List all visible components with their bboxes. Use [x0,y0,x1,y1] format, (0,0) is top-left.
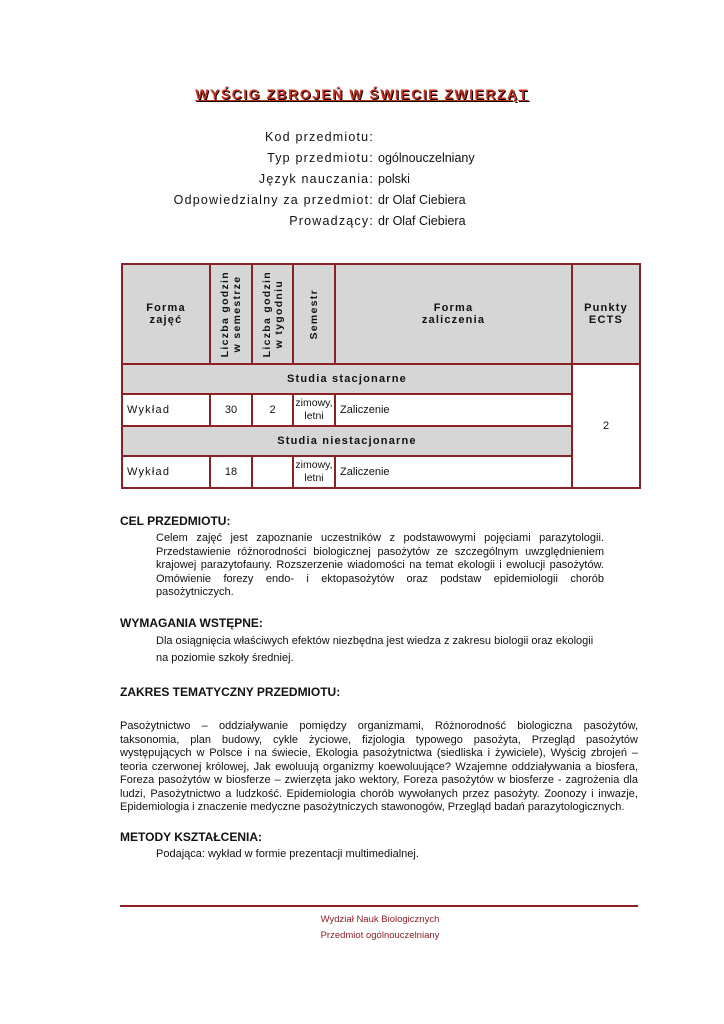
ects-value: 2 [572,364,640,488]
zakres-heading: ZAKRES TEMATYCZNY PRZEDMIOTU: [120,685,341,699]
header-semester [293,264,335,364]
header-hours-semester [210,264,252,364]
header-zaliczenie-line1: Forma [433,302,474,314]
meta-row-responsible [120,190,600,211]
table-header-row [122,264,640,364]
meta-value: dr Olaf Ciebiera [378,214,466,228]
header-hours-week-text [261,271,285,357]
meta-row-language [120,169,600,190]
wymagania-line1: Dla osiągnięcia właściwych efektów niezbędna jest wiedza z zakresu biologii oraz ekologii [156,635,594,647]
header-hours-semester-text [219,271,243,357]
metody-text: Podająca: wykład w formie prezentacji multimedialnej. [156,848,419,860]
meta-row-code [120,127,600,148]
meta-label: Język nauczania: [258,172,374,186]
meta-label: Prowadzący: [289,214,374,228]
zakres-text: Pasożytnictwo – oddziaływanie pomiędzy organizmami, Różnorodność biologiczna pasożytów, taksonomia, plan budowy, cykle życiowe, fizjologia typowego pasożyta, Przegląd pasożytów występujących w Polsce i na świecie, Ekologia pasożytnictwa (siedliska i żywiciele), Wyścig zbrojeń – teoria czerwonej królowej, Jak ewoluują organizmy koewoluujące? Wzajemne oddziaływania a biosfera, Foreza pasożytów w biosferze – zwierzęta jako wektory, Foreza pasożytów w biosferze - zagrożenia dla ludzi, Pasożytnictwo a ludzkość. Epidemiologia chorób wywołanych przez pasożyty. Zoonozy i inwazje, Epidemiologia i znaczenie medyczne pasożytniczych stawonogów, Przegląd badań parazytologicznych. [120,720,638,813]
footer-course-type: Przedmiot ogólnouczelniany [320,930,440,941]
section-row-nonstationary [122,426,640,456]
cell-zaliczenie: Zaliczenie [335,456,572,488]
table-row [122,456,640,488]
table-row [122,394,640,426]
header-forma-line2: zajęć [149,314,183,326]
cel-text: Celem zajęć jest zapoznanie uczestników z podstawowymi pojęciami parazytologii. Przedstawienie różnorodności biologicznej pasożytów ze szczególnym uwzględnieniem krajowej parazytofauny. Rozszerzenie wiadomości na temat ekologii i ewolucji pasożytów. Omówienie forezy endo- i ektopasożytów oraz podstaw epidemiologii chorób pasożytniczych. [156,532,604,598]
cell-hours-semester: 30 [210,394,252,426]
cell-semester [293,394,335,426]
header-ects-line2: ECTS [588,314,624,326]
meta-value [374,127,378,148]
header-hours-week [252,264,293,364]
header-hours-week-line1: Liczba godzin [260,270,273,358]
header-zaliczenie-line2: zaliczenia [421,314,486,326]
cell-semester [293,456,335,488]
header-hours-semester-line2: w semestrze [231,275,243,353]
header-ects-line1: Punkty [584,302,628,314]
meta-value: polski [378,172,410,186]
section-row-stationary [122,364,640,394]
meta-label: Kod przedmiotu: [264,130,374,144]
section-stationary: Studia stacjonarne [122,364,572,394]
wymagania-text [156,633,636,667]
header-hours-week-line2: w tygodniu [272,279,285,349]
section-nonstationary: Studia niestacjonarne [122,426,572,456]
cell-hours-week: 2 [252,394,293,426]
cell-semester-line1: zimowy, [295,459,333,471]
course-meta [120,127,600,232]
header-ects [572,264,640,364]
wymagania-heading: WYMAGANIA WSTĘPNE: [120,616,263,630]
meta-row-type [120,148,600,169]
header-hours-semester-line1: Liczba godzin [219,270,231,358]
meta-value: ogólnouczelniany [378,151,475,165]
header-forma [122,264,210,364]
cell-semester-line1: zimowy, [295,397,333,409]
cell-semester-line2: letni [304,410,324,422]
footer-divider [120,905,638,907]
header-forma-line1: Forma [146,302,186,314]
cel-heading: CEL PRZEDMIOTU: [120,514,231,528]
cell-semester-line2: letni [304,472,324,484]
header-semester-text: Semestr [308,288,320,340]
wymagania-line2: na poziomie szkoły średniej. [156,652,294,664]
cell-forma: Wykład [122,456,210,488]
course-table [121,263,641,489]
meta-row-lecturer [120,211,600,232]
meta-label: Typ przedmiotu: [267,151,374,165]
header-zaliczenie [335,264,572,364]
meta-value: dr Olaf Ciebiera [378,193,466,207]
footer-faculty: Wydział Nauk Biologicznych [320,914,440,925]
metody-heading: METODY KSZTAŁCENIA: [120,830,263,844]
meta-label: Odpowiedzialny za przedmiot: [173,193,374,207]
cell-hours-week [252,456,293,488]
page-title: WYŚCIG ZBROJEŃ W ŚWIECIE ZWIERZĄT [195,86,529,102]
cell-forma: Wykład [122,394,210,426]
cell-hours-semester: 18 [210,456,252,488]
cell-zaliczenie: Zaliczenie [335,394,572,426]
